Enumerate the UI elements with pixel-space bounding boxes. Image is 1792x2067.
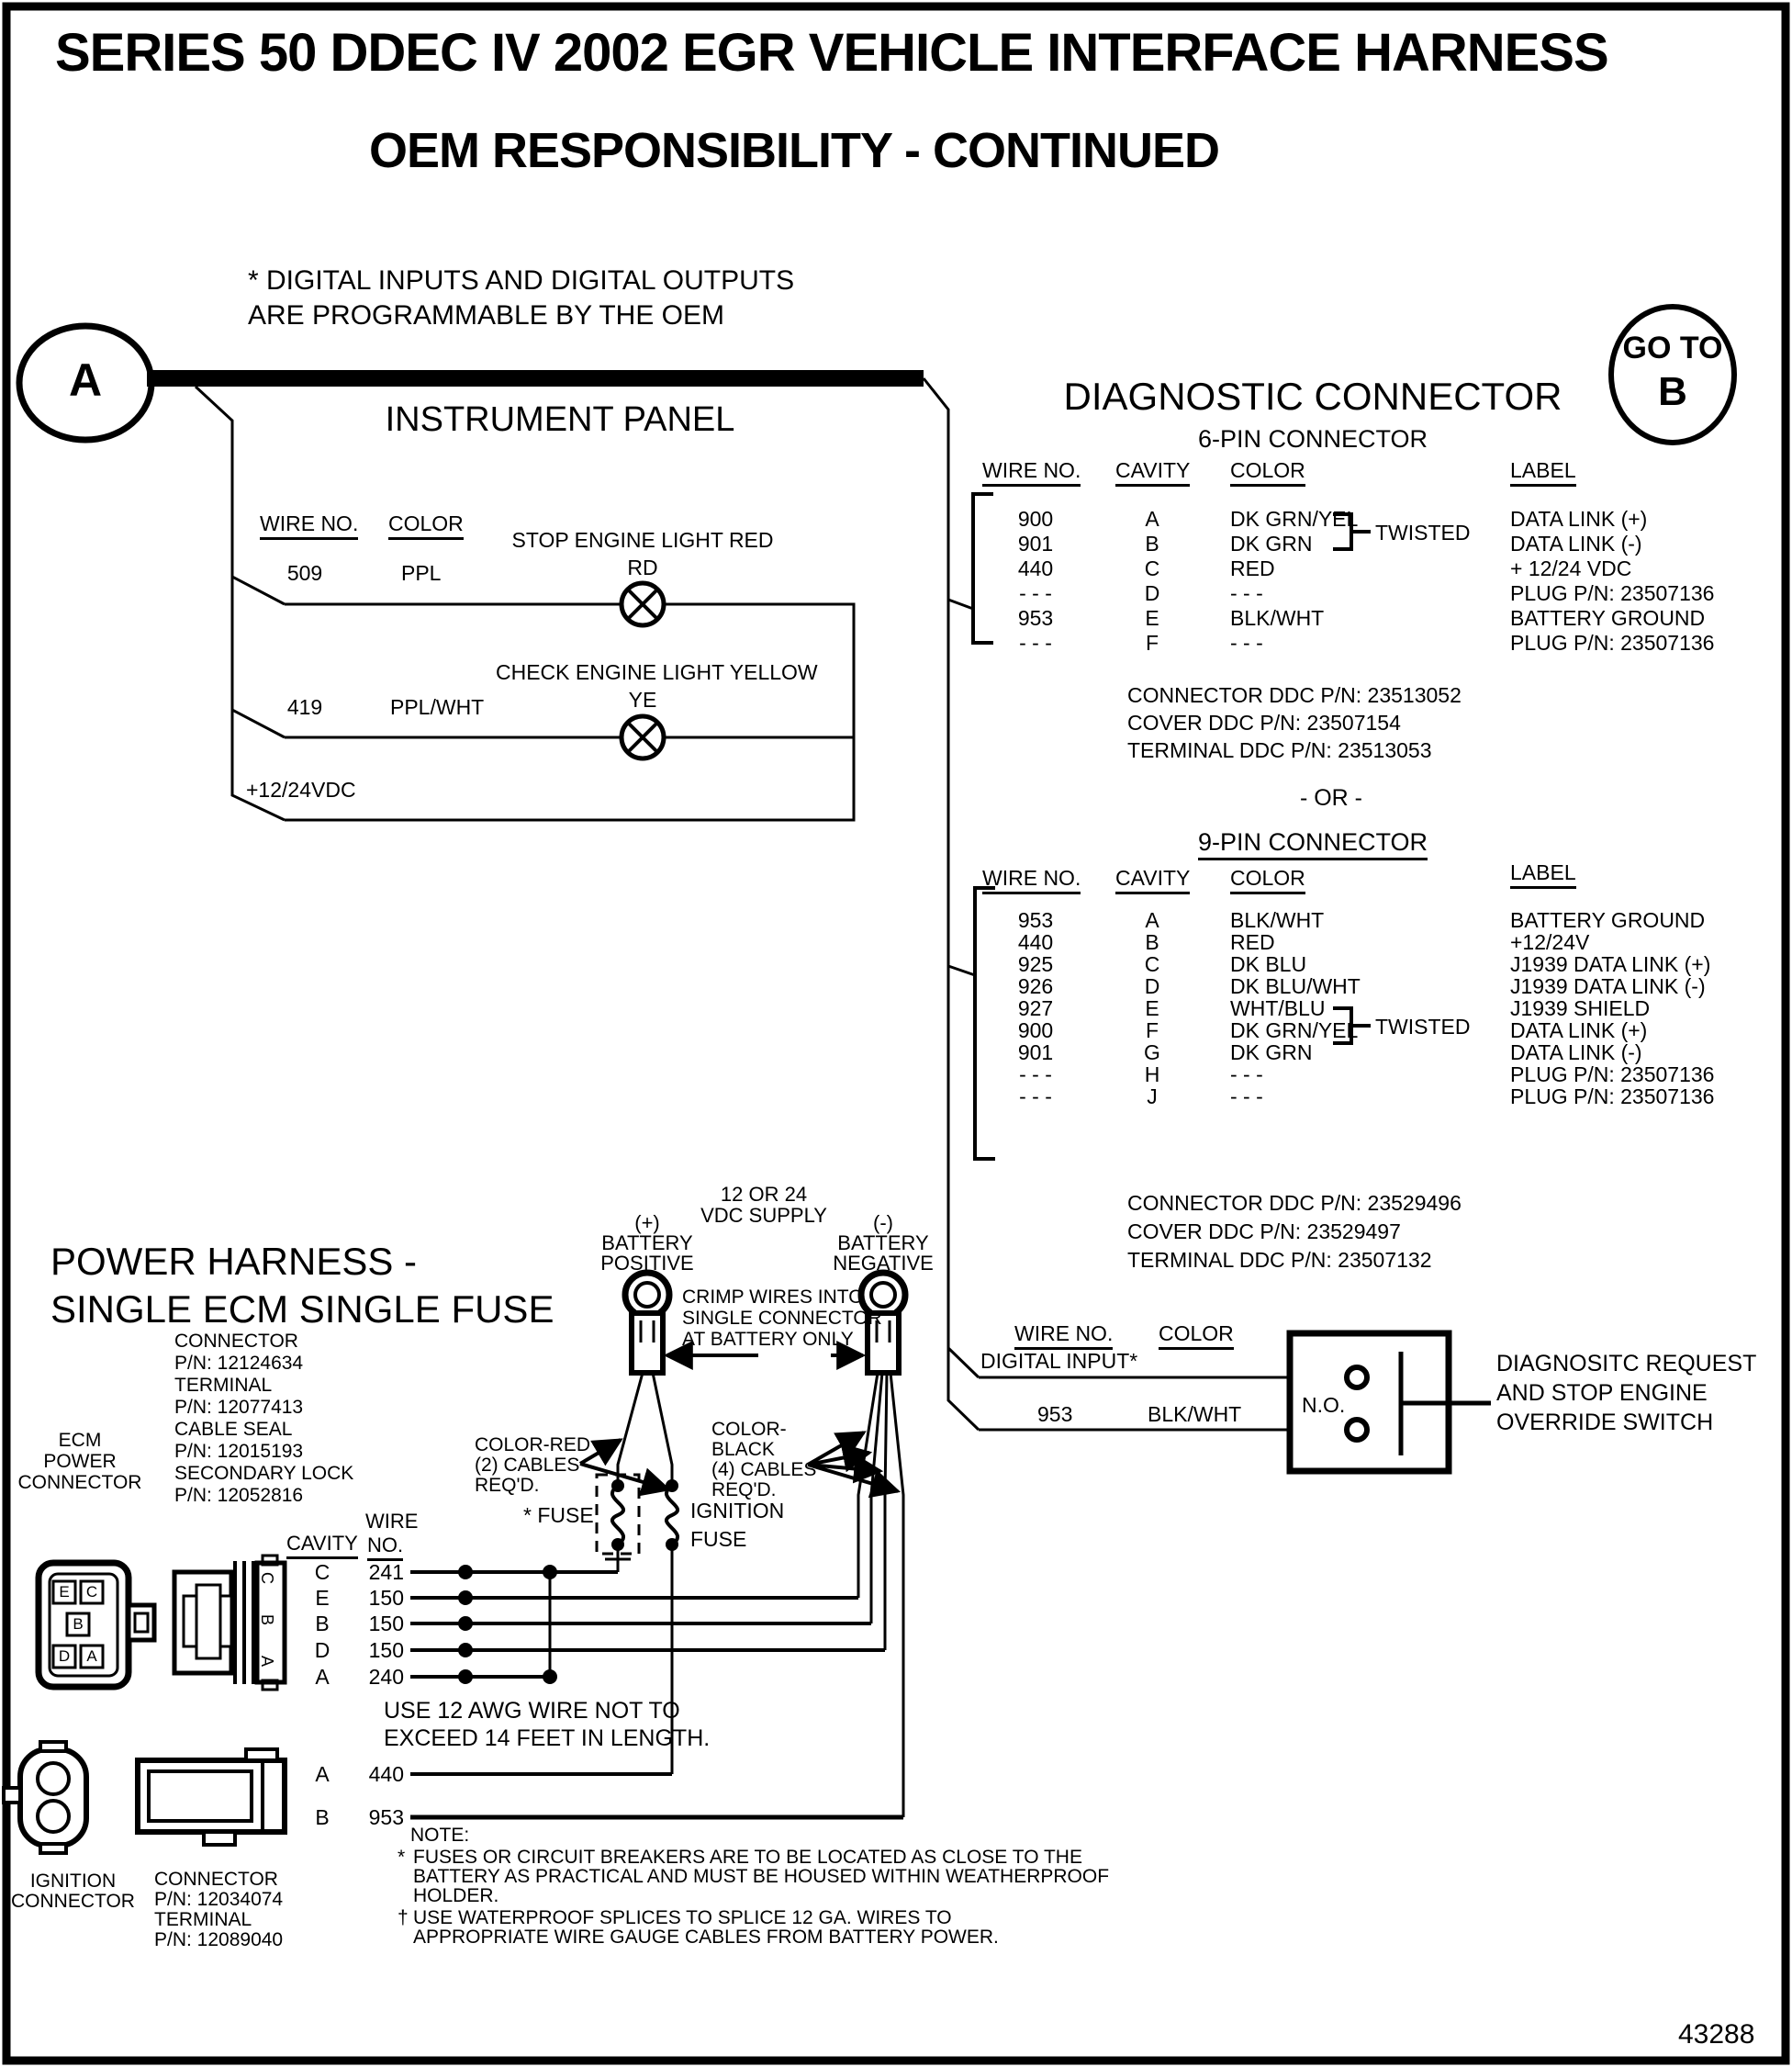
instrument-panel-loop: [285, 604, 854, 820]
stub-9pin: [948, 966, 975, 975]
table-cell: D: [1144, 581, 1160, 605]
ignition-connector-face: [4, 1742, 86, 1853]
ecm-pn-1: CONNECTOR: [174, 1331, 298, 1352]
ninepin-pn-terminal: TERMINAL DDC P/N: 23507132: [1127, 1248, 1432, 1272]
table-cell: - - -: [1230, 581, 1263, 605]
negative-cable-4: [890, 1373, 903, 1817]
splice-dot: [458, 1616, 473, 1631]
table-cell: J: [1147, 1084, 1158, 1108]
digital-input-label: DIGITAL INPUT*: [980, 1349, 1138, 1373]
ecm-pin-letter: B: [73, 1615, 84, 1633]
table-cell: J1939 SHIELD: [1510, 996, 1651, 1020]
switch-label-line3: OVERRIDE SWITCH: [1496, 1410, 1714, 1435]
color-red-arrow-2: [580, 1464, 668, 1489]
ip-header-color: COLOR: [388, 512, 464, 534]
table-cell: - - -: [1019, 1062, 1052, 1086]
ip-wire-509: 509: [286, 561, 323, 585]
switch-terminal-bottom: [1347, 1420, 1367, 1440]
sixpin-header-wire-no: WIRE NO.: [982, 459, 1081, 481]
ninepin-pn-cover: COVER DDC P/N: 23529497: [1127, 1219, 1401, 1243]
ecm-side-pin-letter: A: [258, 1656, 276, 1668]
battery-negative-line1: BATTERY: [837, 1231, 929, 1254]
ip-color-419: PPL/WHT: [390, 695, 485, 719]
nine-pin-title: 9-PIN CONNECTOR: [1047, 829, 1579, 855]
table-cell: +12/24V: [1510, 930, 1590, 954]
note-line: FUSES OR CIRCUIT BREAKERS ARE TO BE LOCATED AS CLOSE TO THE: [413, 1847, 1082, 1868]
ip-supply-label: +12/24VDC: [246, 778, 356, 802]
table-cell: 440: [1017, 930, 1054, 954]
note-title: NOTE:: [410, 1825, 470, 1846]
awg-note-line2: EXCEED 14 FEET IN LENGTH.: [384, 1725, 711, 1751]
ignition-pn-1: CONNECTOR: [154, 1869, 278, 1890]
table-cell: J1939 DATA LINK (+): [1510, 952, 1711, 976]
ph-wire-no: 150: [368, 1586, 404, 1610]
table-cell: B: [1145, 532, 1159, 556]
ph-wire-no: 241: [368, 1560, 404, 1584]
table-cell: 953: [1017, 606, 1054, 630]
six-pin-title: 6-PIN CONNECTOR: [1197, 425, 1428, 453]
table-cell: 900: [1017, 507, 1054, 531]
color-black-note-line4: REQ'D.: [711, 1479, 777, 1500]
table-cell: PLUG P/N: 23507136: [1510, 581, 1715, 605]
table-cell: PLUG P/N: 23507136: [1510, 1084, 1715, 1108]
battery-positive-line1: BATTERY: [601, 1231, 693, 1254]
ninepin-header-cavity: CAVITY: [1115, 867, 1190, 889]
battery-positive-line2: POSITIVE: [600, 1252, 694, 1275]
table-cell: DK GRN: [1230, 1040, 1313, 1064]
ninepin-header-wire-no: WIRE NO.: [982, 867, 1081, 889]
crimp-note-line1: CRIMP WIRES INTO: [682, 1286, 864, 1308]
power-harness-title-line1: POWER HARNESS -: [50, 1240, 418, 1283]
page-title: SERIES 50 DDEC IV 2002 EGR VEHICLE INTERFACE HARNESS: [55, 23, 1608, 83]
programmable-note-line1: * DIGITAL INPUTS AND DIGITAL OUTPUTS: [248, 265, 795, 296]
ph-header-no: NO.: [367, 1534, 403, 1556]
note-line: BATTERY AS PRACTICAL AND MUST BE HOUSED WITHIN WEATHERPROOF: [413, 1866, 1110, 1887]
color-black-note-line2: BLACK: [711, 1439, 775, 1460]
table-cell: - - -: [1019, 631, 1052, 655]
negative-cable-3: [885, 1373, 887, 1650]
trunk-line-left: [196, 387, 285, 820]
check-engine-lamp-icon: [622, 716, 664, 758]
fuse-element: [612, 1486, 623, 1545]
ref-a-label: A: [68, 354, 103, 406]
ecm-pin-letter: E: [59, 1583, 70, 1601]
splice-dot: [458, 1590, 473, 1605]
ph-header-wire: WIRE: [365, 1510, 419, 1533]
table-cell: A: [1145, 908, 1159, 932]
stub-6pin: [948, 600, 973, 609]
ph-wire-no: 150: [368, 1612, 404, 1635]
battery-negative-line2: NEGATIVE: [833, 1252, 934, 1275]
ph-cavity: A: [315, 1762, 330, 1786]
ip-wire-419: 419: [286, 695, 323, 719]
switch-terminal-top: [1347, 1367, 1367, 1387]
splice-dot: [458, 1669, 473, 1684]
ph-cavity: C: [314, 1560, 330, 1584]
ph-cavity: E: [315, 1586, 330, 1610]
color-red-note-line3: REQ'D.: [475, 1475, 540, 1496]
sixpin-header-cavity: CAVITY: [1115, 459, 1190, 481]
ignition-pn-2: P/N: 12034074: [154, 1889, 284, 1910]
switch-label-line2: AND STOP ENGINE: [1496, 1380, 1708, 1406]
table-cell: 901: [1017, 532, 1054, 556]
battery-positive-sign: (+): [634, 1211, 660, 1234]
switch-header-wire-no: WIRE NO.: [1014, 1322, 1113, 1344]
ecm-pn-4: P/N: 12077413: [174, 1397, 304, 1418]
battery-negative-sign: (-): [873, 1211, 893, 1234]
ecm-pn-7: SECONDARY LOCK: [174, 1463, 354, 1484]
table-cell: DATA LINK (-): [1510, 1040, 1642, 1064]
switch-header-color: COLOR: [1159, 1322, 1234, 1344]
supply-label-line1: 12 OR 24: [720, 1183, 808, 1206]
note-bullet-2: †: [398, 1907, 409, 1928]
note-line: APPROPRIATE WIRE GAUGE CABLES FROM BATTERY POWER.: [413, 1927, 999, 1948]
positive-cable-2: [653, 1373, 672, 1486]
ignition-fuse-label-line1: IGNITION: [690, 1499, 785, 1522]
color-black-note-line3: (4) CABLES: [711, 1459, 817, 1480]
switch-no-label: N.O.: [1302, 1393, 1346, 1417]
table-cell: BATTERY GROUND: [1510, 908, 1706, 932]
supply-label-line2: VDC SUPPLY: [700, 1204, 827, 1227]
table-cell: E: [1145, 606, 1159, 630]
check-engine-light-code: YE: [628, 688, 657, 712]
ecm-pin-letter: A: [86, 1647, 97, 1665]
table-cell: F: [1145, 631, 1159, 655]
ecm-side-pin-letter: B: [258, 1614, 276, 1626]
table-cell: C: [1144, 556, 1160, 580]
bracket-9pin: [975, 888, 995, 1159]
ignition-fuse-element: [666, 1486, 678, 1545]
table-cell: - - -: [1230, 631, 1263, 655]
ecm-label-line2: POWER: [43, 1451, 117, 1472]
ignition-connector-side: [138, 1749, 285, 1845]
sixpin-header-color: COLOR: [1230, 459, 1305, 481]
ecm-connector-face: [39, 1563, 154, 1687]
battery-positive-terminal: [625, 1273, 669, 1373]
go-to-b-label-line1: GO TO: [1622, 331, 1723, 365]
table-cell: DK GRN/YEL: [1230, 1018, 1359, 1042]
ninepin-pn-connector: CONNECTOR DDC P/N: 23529496: [1127, 1191, 1462, 1215]
stub-digital-input: [948, 1348, 979, 1377]
ecm-label-line3: CONNECTOR: [17, 1472, 142, 1493]
or-label: - OR -: [1299, 785, 1363, 811]
table-cell: B: [1145, 930, 1159, 954]
diagnostic-connector-title: DIAGNOSTIC CONNECTOR: [1063, 375, 1562, 418]
table-cell: PLUG P/N: 23507136: [1510, 631, 1715, 655]
table-cell: DK GRN: [1230, 532, 1313, 556]
table-cell: DATA LINK (+): [1510, 1018, 1648, 1042]
ignition-label-line1: IGNITION: [29, 1870, 117, 1892]
ignition-pn-3: TERMINAL: [154, 1909, 252, 1930]
page-subtitle: OEM RESPONSIBILITY - CONTINUED: [368, 123, 1220, 178]
table-cell: H: [1144, 1062, 1160, 1086]
table-cell: BLK/WHT: [1230, 606, 1325, 630]
table-cell: DK BLU/WHT: [1230, 974, 1361, 998]
power-harness-title-line2: SINGLE ECM SINGLE FUSE: [50, 1287, 554, 1331]
table-cell: 926: [1017, 974, 1054, 998]
table-cell: RED: [1230, 556, 1275, 580]
table-cell: - - -: [1230, 1084, 1263, 1108]
table-cell: 927: [1017, 996, 1054, 1020]
table-cell: DK GRN/YEL: [1230, 507, 1359, 531]
twisted-label-6pin: TWISTED: [1375, 521, 1471, 545]
ecm-pin-letter: D: [58, 1647, 71, 1665]
ecm-side-pin-letter: C: [258, 1572, 276, 1584]
ph-wire-no: 953: [368, 1805, 404, 1829]
ignition-pn-4: P/N: 12089040: [154, 1929, 284, 1950]
check-engine-light-label: CHECK ENGINE LIGHT YELLOW: [496, 660, 818, 684]
table-cell: 440: [1017, 556, 1054, 580]
ecm-pn-3: TERMINAL: [174, 1375, 273, 1396]
table-cell: D: [1144, 974, 1160, 998]
table-cell: 925: [1017, 952, 1054, 976]
table-cell: G: [1144, 1040, 1160, 1064]
fuse-label: * FUSE: [523, 1503, 594, 1527]
ph-wire-no: 150: [368, 1638, 404, 1662]
color-black-note-line1: COLOR-: [711, 1419, 787, 1440]
table-cell: E: [1145, 996, 1159, 1020]
crimp-note-line2: SINGLE CONNECTOR: [682, 1308, 882, 1329]
switch-wire-color: BLK/WHT: [1148, 1402, 1242, 1426]
color-red-note-line1: COLOR-RED: [475, 1434, 591, 1455]
bracket-6pin: [973, 494, 993, 643]
ip-header-wire-no: WIRE NO.: [260, 512, 358, 534]
table-cell: DATA LINK (+): [1510, 507, 1648, 531]
ip-color-509: PPL: [401, 561, 442, 585]
ignition-fuse-label-line2: FUSE: [690, 1527, 747, 1551]
stop-engine-light-code: RD: [627, 556, 658, 579]
table-cell: RED: [1230, 930, 1275, 954]
positive-cable-1: [618, 1373, 643, 1486]
awg-note-line1: USE 12 AWG WIRE NOT TO: [384, 1698, 680, 1724]
table-cell: PLUG P/N: 23507136: [1510, 1062, 1715, 1086]
note-bullet-1: *: [398, 1847, 406, 1868]
ecm-pin-letter: C: [85, 1583, 98, 1601]
ph-wire-no: 440: [368, 1762, 404, 1786]
stop-engine-light-label: STOP ENGINE LIGHT RED: [511, 528, 774, 552]
table-cell: 900: [1017, 1018, 1054, 1042]
ph-cavity: D: [314, 1638, 330, 1662]
ph-cavity: B: [315, 1805, 330, 1829]
ignition-label-line2: CONNECTOR: [11, 1891, 135, 1912]
table-cell: 953: [1017, 908, 1054, 932]
table-cell: - - -: [1019, 1084, 1052, 1108]
switch-wire-no: 953: [1037, 1402, 1073, 1426]
ecm-label-line1: ECM: [58, 1430, 102, 1451]
table-cell: C: [1144, 952, 1160, 976]
go-to-b-label-line2: B: [1658, 369, 1687, 414]
table-cell: J1939 DATA LINK (-): [1510, 974, 1706, 998]
stop-engine-lamp-icon: [622, 583, 664, 625]
splice-dot: [458, 1565, 473, 1579]
note-line: USE WATERPROOF SPLICES TO SPLICE 12 GA. WIRES TO: [413, 1907, 952, 1928]
note-line: HOLDER.: [413, 1885, 499, 1906]
ninepin-header-label: LABEL: [1510, 861, 1576, 883]
sixpin-pn-connector: CONNECTOR DDC P/N: 23513052: [1127, 683, 1462, 707]
ninepin-header-color: COLOR: [1230, 867, 1305, 889]
ph-cavity: A: [315, 1665, 330, 1689]
table-cell: F: [1145, 1018, 1159, 1042]
table-cell: BLK/WHT: [1230, 908, 1325, 932]
switch-label-line1: DIAGNOSITC REQUEST: [1496, 1351, 1757, 1376]
table-cell: - - -: [1019, 581, 1052, 605]
table-cell: + 12/24 VDC: [1510, 556, 1632, 580]
table-cell: A: [1145, 507, 1159, 531]
table-cell: - - -: [1230, 1062, 1263, 1086]
ecm-pn-2: P/N: 12124634: [174, 1353, 304, 1374]
ecm-pn-5: CABLE SEAL: [174, 1419, 293, 1440]
color-red-note-line2: (2) CABLES: [475, 1455, 580, 1476]
figure-number: 43288: [1678, 2019, 1755, 2050]
table-cell: BATTERY GROUND: [1510, 606, 1706, 630]
sixpin-header-label: LABEL: [1510, 459, 1576, 481]
programmable-note-line2: ARE PROGRAMMABLE BY THE OEM: [248, 300, 725, 331]
ecm-pn-6: P/N: 12015193: [174, 1441, 304, 1462]
table-cell: DATA LINK (-): [1510, 532, 1642, 556]
ph-wire-no: 240: [368, 1665, 404, 1689]
twisted-label-9pin: TWISTED: [1375, 1015, 1471, 1039]
harness-bar: [147, 370, 924, 387]
table-cell: 901: [1017, 1040, 1054, 1064]
ph-header-cavity: CAVITY: [286, 1533, 358, 1554]
table-cell: WHT/BLU: [1230, 996, 1326, 1020]
table-cell: DK BLU: [1230, 952, 1307, 976]
instrument-panel-title: INSTRUMENT PANEL: [385, 400, 735, 439]
splice-dot: [458, 1643, 473, 1657]
ph-cavity: B: [315, 1612, 330, 1635]
ecm-pn-8: P/N: 12052816: [174, 1485, 304, 1506]
sixpin-pn-cover: COVER DDC P/N: 23507154: [1127, 711, 1401, 735]
crimp-note-line3: AT BATTERY ONLY: [682, 1329, 854, 1350]
sixpin-pn-terminal: TERMINAL DDC P/N: 23513053: [1127, 738, 1432, 762]
